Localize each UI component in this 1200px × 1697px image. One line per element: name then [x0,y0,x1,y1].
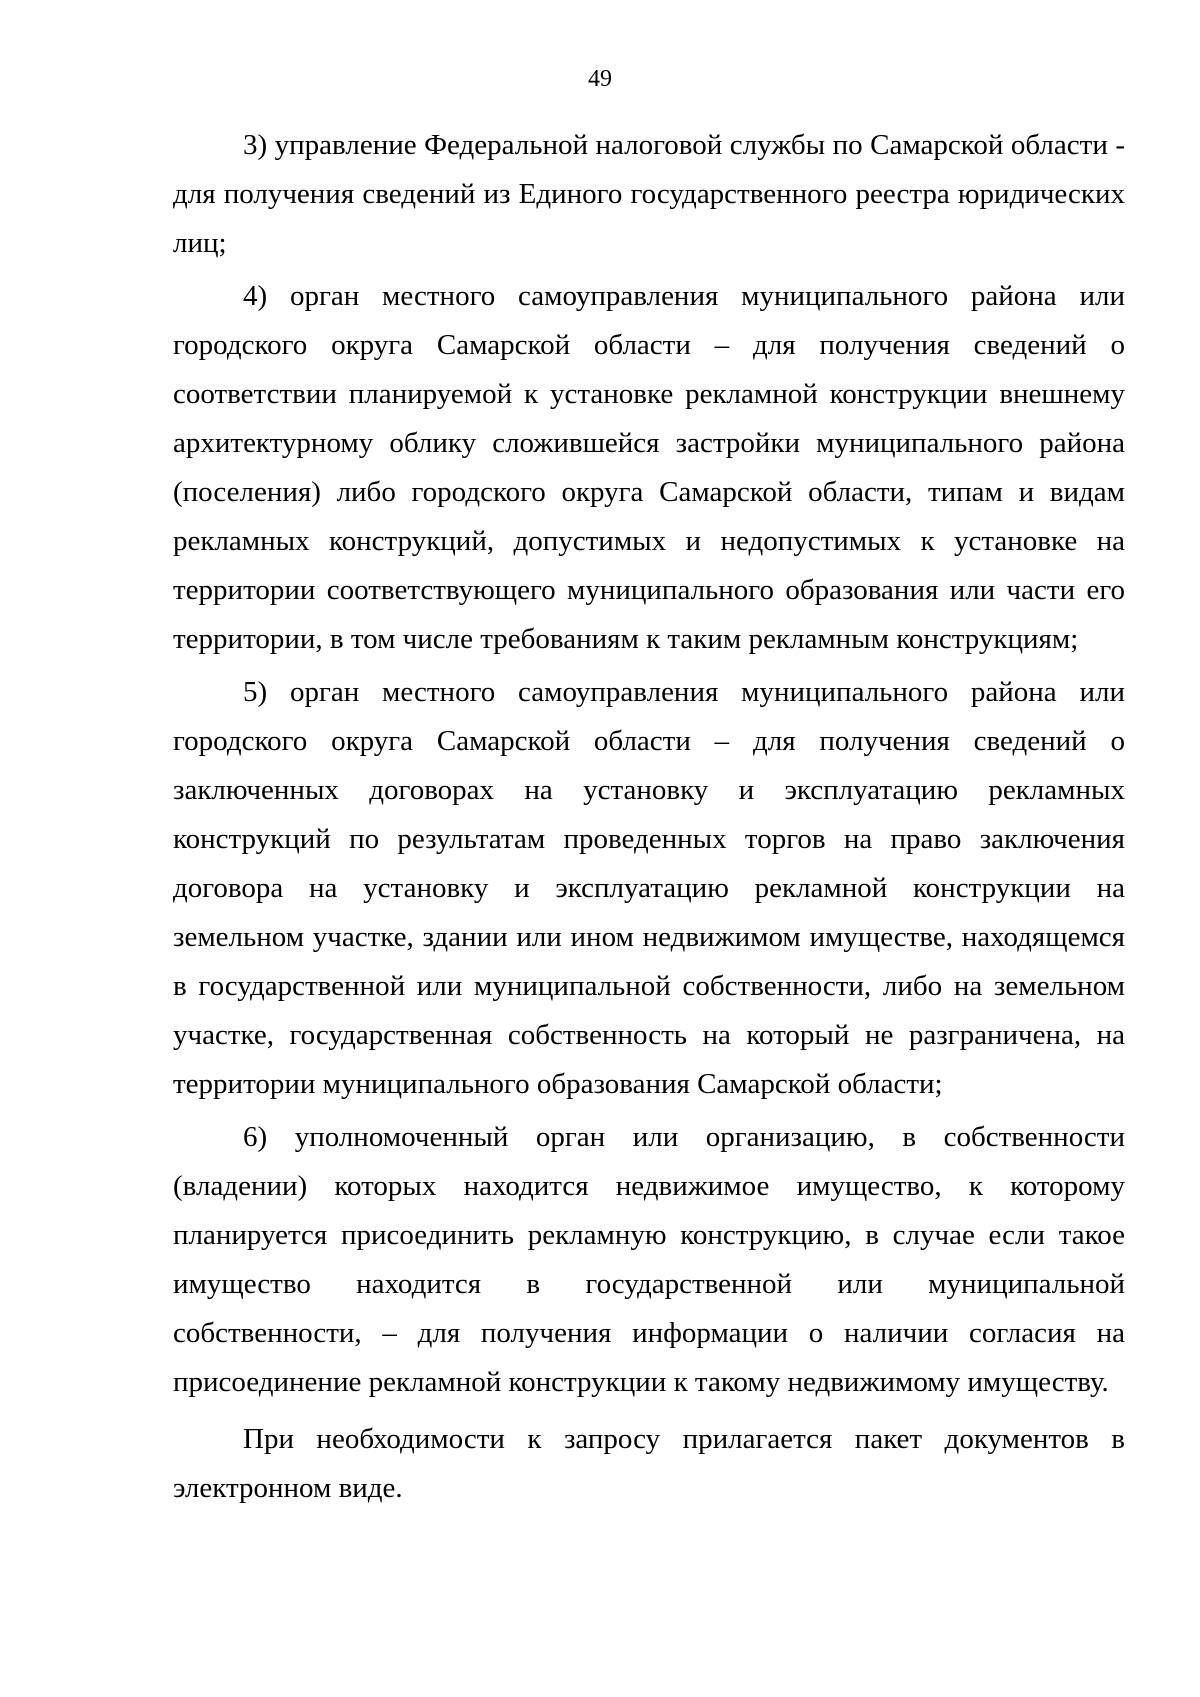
paragraph-item-5: 5) орган местного самоуправления муниципального района или городского округа Самарской области – для получения сведений о заключенных договорах на установку и эксплуатацию рекламных конструкций по результатам проведенных торгов на право заключения договора на установку и эксплуатацию рекламной конструкции на земельном участке, здании или ином недвижимом имуществе, находящемся в государственной или муниципальной собственности, либо на земельном участке, государственная собственность на который не разграничена, на территории муниципального образования Самарской области; [173,676,1125,1100]
page-number: 49 [588,66,612,92]
paragraph-item-6: 6) уполномоченный орган или организацию, в собственности (владении) которых находится недвижимое имущество, к которому планируется присоединить рекламную конструкцию, в случае если такое имущество находится в государственной или муниципальной собственности, – для получения информации о наличии согласия на присоединение рекламной конструкции к такому недвижимому имуществу. [173,1121,1125,1398]
paragraph-item-3: 3) управление Федеральной налоговой службы по Самарской области - для получения сведений из Единого государственного реестра юридических лиц; [173,129,1125,259]
paragraph-attachments: При необходимости к запросу прилагается пакет документов в электронном виде. [173,1423,1125,1504]
document-body [173,121,1125,1513]
paragraph-item-4: 4) орган местного самоуправления муниципального района или городского округа Самарской области – для получения сведений о соответствии планируемой к установке рекламной конструкции внешнему архитектурному облику сложившейся застройки муниципального района (поселения) либо городского округа Самарской области, типам и видам рекламных конструкций, допустимых и недопустимых к установке на территории соответствующего муниципального образования или части его территории, в том числе требованиям к таким рекламным конструкциям; [173,280,1125,655]
